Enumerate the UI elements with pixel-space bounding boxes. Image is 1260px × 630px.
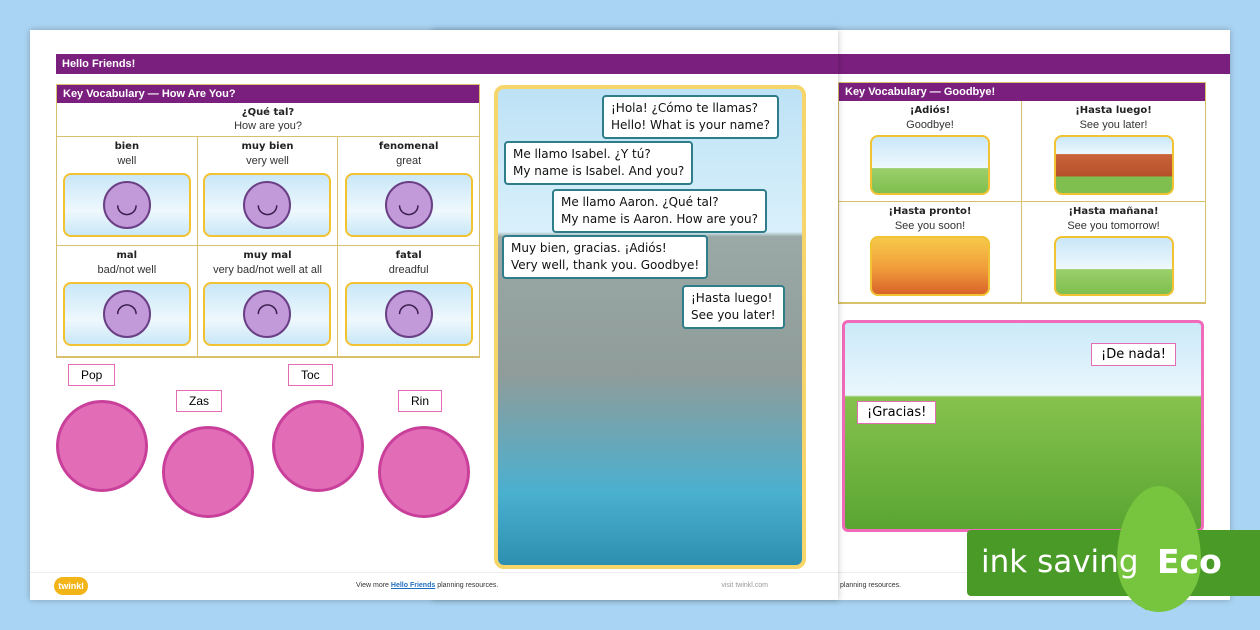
feeling-en: great bbox=[396, 155, 422, 167]
feeling-es: muy mal bbox=[243, 250, 292, 261]
character-zas-picture bbox=[162, 426, 254, 518]
footer-text: planning resources. bbox=[840, 582, 902, 589]
feeling-card bbox=[345, 173, 473, 237]
speech-bubble bbox=[504, 141, 693, 185]
footer-text-before: View more bbox=[356, 582, 389, 589]
feeling-card bbox=[203, 282, 331, 346]
character-name: Zas bbox=[176, 390, 222, 412]
feeling-card bbox=[63, 173, 191, 237]
goodbye-cell-adios bbox=[839, 101, 1022, 202]
feeling-card bbox=[203, 173, 331, 237]
goodbye-en: Goodbye! bbox=[906, 119, 954, 131]
feeling-cell-fenomenal bbox=[338, 137, 479, 246]
school-girl-picture bbox=[1054, 135, 1174, 195]
sad-face-icon: ◠ bbox=[103, 290, 151, 338]
waving-boy-picture bbox=[870, 135, 990, 195]
goodbye-es: ¡Hasta luego! bbox=[1075, 105, 1152, 116]
question-es: ¿Qué tal? bbox=[241, 107, 295, 118]
hello-friends-link[interactable]: Hello Friends bbox=[390, 582, 436, 589]
character-rin bbox=[378, 390, 478, 530]
goodbye-en: See you tomorrow! bbox=[1067, 220, 1160, 232]
feeling-en: dreadful bbox=[388, 264, 429, 276]
speech-es: ¡Hola! ¿Cómo te llamas? bbox=[611, 101, 759, 115]
character-rin-picture bbox=[378, 426, 470, 518]
crying-face-icon: ◠ bbox=[243, 290, 291, 338]
character-zas bbox=[162, 390, 262, 530]
playground-picture bbox=[870, 236, 990, 296]
page-banner-title: Hello Friends! bbox=[56, 54, 838, 74]
goodbye-en: See you soon! bbox=[894, 220, 966, 232]
character-pop-picture bbox=[56, 400, 148, 492]
footer-text bbox=[356, 582, 498, 589]
speech-en: Hello! What is your name? bbox=[611, 118, 770, 132]
speech-en: My name is Isabel. And you? bbox=[513, 164, 685, 178]
big-smile-face-icon: ◡ bbox=[243, 181, 291, 229]
eco-word: Eco bbox=[1157, 542, 1222, 581]
feeling-es: muy bien bbox=[241, 141, 294, 152]
feeling-en: very well bbox=[246, 155, 289, 167]
feeling-en: well bbox=[117, 155, 137, 167]
speech-es: ¡Hasta luego! bbox=[691, 291, 773, 305]
page-footer bbox=[30, 572, 838, 600]
speech-bubble bbox=[682, 285, 785, 329]
goodbye-vocabulary-title: Key Vocabulary — Goodbye! bbox=[839, 83, 1205, 101]
feeling-en: very bad/not well at all bbox=[213, 264, 322, 276]
feeling-es: mal bbox=[116, 250, 138, 261]
question-en: How are you? bbox=[234, 120, 302, 132]
character-name: Toc bbox=[288, 364, 333, 386]
eco-ink-saving-badge bbox=[967, 530, 1260, 596]
thanks-bubble: ¡Gracias! bbox=[857, 401, 936, 424]
goodbye-es: ¡Adiós! bbox=[909, 105, 951, 116]
goodbye-vocabulary-box bbox=[838, 82, 1206, 304]
how-are-you-vocabulary-title: Key Vocabulary — How Are You? bbox=[57, 85, 479, 103]
feeling-es: bien bbox=[114, 141, 140, 152]
goodbye-cell-hasta-manana bbox=[1022, 202, 1205, 303]
footer-text-after: planning resources. bbox=[437, 582, 499, 589]
goodbye-en: See you later! bbox=[1079, 119, 1148, 131]
angry-face-icon: ◠ bbox=[385, 290, 433, 338]
question-cell bbox=[57, 103, 479, 137]
feeling-cell-mal bbox=[57, 246, 198, 357]
leaf-stem-icon bbox=[1145, 596, 1149, 610]
welcome-bubble: ¡De nada! bbox=[1091, 343, 1176, 366]
speech-bubble bbox=[602, 95, 779, 139]
feeling-cell-bien bbox=[57, 137, 198, 246]
speech-es: Me llamo Isabel. ¿Y tú? bbox=[513, 147, 651, 161]
eco-label: ink saving bbox=[981, 544, 1139, 580]
speech-en: My name is Aaron. How are you? bbox=[561, 212, 758, 226]
goodbye-cell-hasta-pronto bbox=[839, 202, 1022, 303]
how-are-you-page bbox=[30, 30, 838, 600]
speech-es: Me llamo Aaron. ¿Qué tal? bbox=[561, 195, 719, 209]
laughing-face-icon: ◡ bbox=[385, 181, 433, 229]
feeling-card bbox=[63, 282, 191, 346]
character-name: Pop bbox=[68, 364, 115, 386]
character-name: Rin bbox=[398, 390, 442, 412]
goodbye-es: ¡Hasta pronto! bbox=[888, 206, 972, 217]
goodbye-es: ¡Hasta mañana! bbox=[1068, 206, 1159, 217]
speech-en: Very well, thank you. Goodbye! bbox=[511, 258, 700, 272]
feeling-cell-fatal bbox=[338, 246, 479, 357]
feeling-cell-muy-mal bbox=[198, 246, 339, 357]
speech-en: See you later! bbox=[691, 308, 776, 322]
feeling-card bbox=[345, 282, 473, 346]
goodbye-cell-hasta-luego bbox=[1022, 101, 1205, 202]
how-are-you-vocabulary-box bbox=[56, 84, 480, 358]
smile-face-icon: ◡ bbox=[103, 181, 151, 229]
footer-url: visit twinkl.com bbox=[721, 582, 768, 589]
waterfall-scene-picture bbox=[494, 85, 806, 569]
feeling-cell-muy-bien bbox=[198, 137, 339, 246]
feeling-es: fenomenal bbox=[378, 141, 439, 152]
children-group-picture bbox=[1054, 236, 1174, 296]
twinkl-logo: twinkl bbox=[54, 577, 88, 595]
character-pop bbox=[56, 364, 156, 504]
character-toc-picture bbox=[272, 400, 364, 492]
speech-bubble bbox=[552, 189, 767, 233]
speech-bubble bbox=[502, 235, 708, 279]
feeling-es: fatal bbox=[395, 250, 422, 261]
speech-es: Muy bien, gracias. ¡Adiós! bbox=[511, 241, 667, 255]
character-toc bbox=[272, 364, 372, 504]
feeling-en: bad/not well bbox=[97, 264, 157, 276]
